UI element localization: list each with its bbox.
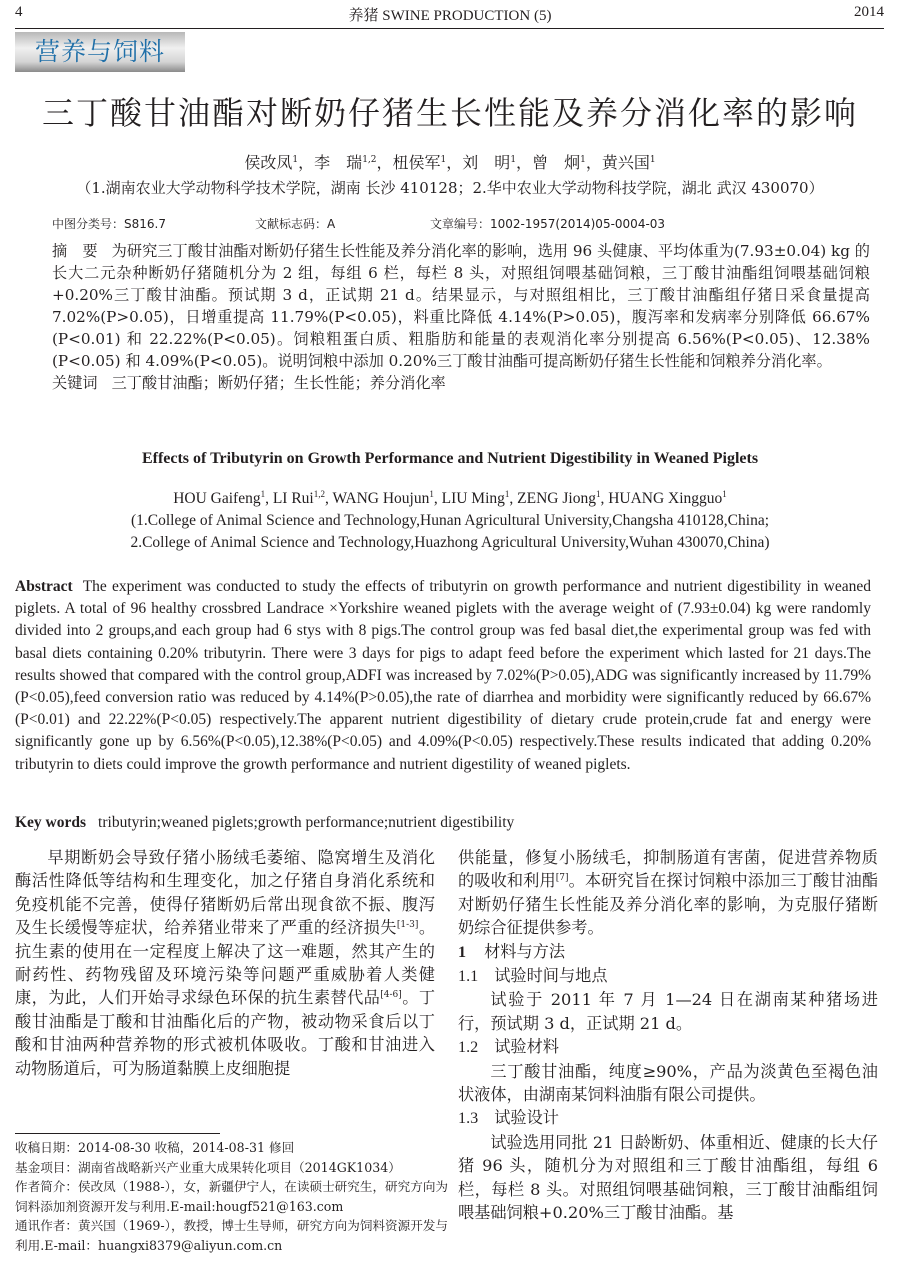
author-sup: 1,2 <box>313 489 325 499</box>
abstract-en-label: Abstract <box>15 578 73 595</box>
intro-paragraph <box>15 846 435 1080</box>
author-sup: 1 <box>429 489 434 499</box>
section-tag: 营养与饲料 <box>15 32 185 72</box>
intro-text-a: 早期断奶会导致仔猪小肠绒毛萎缩、隐窝增生及消化酶活性降低等结构和生理变化，加之仔猪自身消化系统和免疫机能不完善，使得仔猪断奶后常出现食欲不振、腹泻及生长缓慢等症状，给养猪业带来了严重的经济损失 <box>15 848 435 938</box>
body-left-column <box>15 846 435 1080</box>
article-title-en: Effects of Tributyrin on Growth Performance and Nutrient Digestibility in Weaned Piglets <box>141 450 759 467</box>
citation: [7] <box>555 873 569 884</box>
author: WANG Houjun <box>332 490 430 507</box>
author-sup: 1 <box>440 155 447 165</box>
body-right-column <box>458 846 878 1225</box>
keywords-cn: 三丁酸甘油酯；断奶仔猪；生长性能；养分消化率 <box>111 374 446 392</box>
section-number: 1.1 <box>458 967 479 986</box>
header-rule <box>15 28 884 29</box>
intro-cont-a: 供能量，修复小肠绒毛，抑制肠道有害菌，促进营养物质的吸收和利用 <box>458 848 878 891</box>
abstract-cn-label: 摘 要 <box>52 242 98 260</box>
footnote-author-bio: 作者简介：侯改凤（1988-），女，新疆伊宁人，在读硕士研究生，研究方向为饲料添加剂资源开发与利用.E-mail:hougf521@163.com <box>15 1179 449 1214</box>
article-number: 文章编号：1002-1957(2014)05-0004-03 <box>430 217 666 231</box>
author-sup: 1 <box>649 155 656 165</box>
author: 侯改凤 <box>244 153 293 172</box>
affiliation-en-1: (1.College of Animal Science and Technology,Hunan Agricultural University,Changsha 410128,China; <box>130 512 770 529</box>
footnote-corresponding: 通讯作者：黄兴国（1969-），教授，博士生导师，研究方向为饲料资源开发与利用.E-mail：huangxi8379@aliyun.com.cn <box>15 1218 449 1253</box>
author: 李 瑞 <box>314 153 363 172</box>
abstract-cn-text: 为研究三丁酸甘油酯对断奶仔猪生长性能及养分消化率的影响，选用 96 头健康、平均体重为(7.93±0.04) kg 的长大二元杂种断奶仔猪随机分为 2 组，每组 6 栏，每栏 8 头，对照组饲喂基础饲粮，三丁酸甘油酯组饲喂基础饲粮+0.20%三丁酸甘油酯。预试期 3 d，正试期 21 d。结果显示，与对照组相比，三丁酸甘油酯组仔猪日采食量提高 7.02%(P>0.05)，日增重提高 11.79%(P<0.05)，料重比降低 4.14%(P>0.05)，腹泻率和发病率分别降低 66.67%(P<0.01) 和 22.22%(P<0.05)。饲粮粗蛋白质、粗脂肪和能量的表观消化率分别提高 6.56%(P<0.05)、12.38%(P<0.05) 和 4.09%(P<0.05)。说明饲粮中添加 0.20%三丁酸甘油酯可提高断奶仔猪生长性能和饲粮养分消化率。 <box>52 242 870 370</box>
document-code: 文献标志码：A <box>255 217 336 231</box>
article-title-cn: 三丁酸甘油酯对断奶仔猪生长性能及养分消化率的影响 <box>41 94 858 132</box>
affiliation-en-2: 2.College of Animal Science and Technology,Huazhong Agricultural University,Wuhan 430070,China) <box>130 534 770 551</box>
intro-continuation <box>458 846 878 940</box>
section-number: 1 <box>458 942 467 961</box>
footnote-fund: 基金项目：湖南省战略新兴产业重大成果转化项目（2014GK1034） <box>15 1159 401 1175</box>
footnote-rule <box>15 1133 220 1134</box>
author: 杻侯军 <box>392 153 441 172</box>
affiliation-cn: （1.湖南农业大学动物科学技术学院，湖南 长沙 410128；2.华中农业大学动物科技学院，湖北 武汉 430070） <box>76 179 824 197</box>
author: HUANG Xingguo <box>608 490 723 507</box>
author-sup: 1 <box>292 155 299 165</box>
footnotes <box>15 1138 455 1255</box>
section-title: 材料与方法 <box>484 941 566 961</box>
author-sup: 1 <box>722 489 727 499</box>
abstract-en-text: The experiment was conducted to study the effects of tributyrin on growth performance and nutrient digestibility in weaned piglets. A total of 96 healthy crossbred Landrace ×Yorkshire weaned piglets with the average weight of (7.93±0.04) kg were randomly divided into 2 groups,and each group had 6 stys with 8 pigs.The control group was fed basal diet,the experimental group was fed with basal diets containing 0.20% tributyrin. There were 3 days for pigs to adapt feed before the experiment which lasted for 21 days.The results showed that compared with the control group,ADFI was increased by 7.02%(P>0.05),ADG was significantly increased by 11.79%(P<0.05),feed conversion ratio was reduced by 4.14%(P>0.05),the rate of diarrhea and morbidity were significantly reduced by 66.67%(P<0.01) and 22.22%(P<0.05) respectively.The apparent nutrient digestibility of dietary crude protein,crude fat and energy were significantly gone up by 6.56%(P<0.05),12.38%(P<0.05) and 4.09%(P<0.05) respectively.These results indicated that adding 0.20% tributyrin to diets could improve the growth performance and nutrient digestility of weaned piglets. <box>15 578 871 773</box>
author-sup: 1 <box>504 489 510 499</box>
author-sup: 1 <box>260 489 266 499</box>
section-title: 试验设计 <box>494 1108 559 1128</box>
section-number: 1.3 <box>458 1109 479 1128</box>
keywords-en: tributyrin;weaned piglets;growth performance;nutrient digestibility <box>98 814 515 831</box>
intro-text-c: 。丁酸甘油酯是丁酸和甘油酯化后的产物，被动物采食后以丁酸和甘油两种营养物的形式被机体吸收。丁酸和甘油进入动物肠道后，可为肠道黏膜上皮细胞提 <box>15 988 436 1078</box>
author: ZENG Jiong <box>517 490 596 507</box>
citation: [1-3] <box>396 920 419 931</box>
intro-text-b: 。抗生素的使用在一定程度上解决了这一难题，然其产生的耐药性、药物残留及环境污染等问题严重威胁着人类健康，为此，人们开始寻求绿色环保的抗生素替代品 <box>15 918 436 1008</box>
keywords-en-line <box>15 814 875 832</box>
section-title: 试验材料 <box>494 1037 559 1057</box>
author-sup: 1,2 <box>362 155 377 165</box>
author-sup: 1 <box>595 489 601 499</box>
authors-cn: 侯改凤$^1$，李 瑞$^{1,2}$，杻侯军$^1$，刘 明$^1$，曾 炯$^1$，黄兴国$^1$ <box>244 153 656 172</box>
clc-number: 中图分类号：S816.7 <box>52 217 166 231</box>
section-1-3-heading <box>458 1106 878 1130</box>
author: LI Rui <box>272 490 314 507</box>
author: 曾 炯 <box>532 153 581 172</box>
author: HOU Gaifeng <box>173 490 261 507</box>
section-number: 1.2 <box>458 1038 479 1057</box>
header-year: 2014 <box>854 4 884 20</box>
keywords-cn-label: 关键词 <box>52 374 98 392</box>
section-1-3-text: 试验选用同批 21 日龄断奶、体重相近、健康的长大仔猪 96 头，随机分为对照组和三丁酸甘油酯组，每组 6 栏，每栏 8 头。对照组饲喂基础饲粮，三丁酸甘油酯组饲喂基础饲粮+0.20%三丁酸甘油酯。基 <box>458 1132 878 1223</box>
section-1-2-text: 三丁酸甘油酯，纯度≥90%，产品为淡黄色至褐色油状液体，由湖南某饲料油脂有限公司提供。 <box>458 1061 878 1105</box>
intro-cont-b: 。本研究旨在探讨饲粮中添加三丁酸甘油酯对断奶仔猪生长性能及养分消化率的影响，为克服仔猪断奶综合征提供参考。 <box>458 871 879 938</box>
author: 刘 明 <box>462 153 511 172</box>
section-1-1-text: 试验于 2011 年 7 月 1—24 日在湖南某种猪场进行，预试期 3 d，正试期 21 d。 <box>458 990 878 1033</box>
section-title: 试验时间与地点 <box>494 966 608 986</box>
author: 黄兴国 <box>601 153 650 172</box>
keywords-en-label: Key words <box>15 814 87 831</box>
authors-en: HOU Gaifeng$^1$, LI Rui$^{1,2}$, WANG Houjun$^1$, LIU Ming$^1$, ZENG Jiong$^1$, HUANG Xingguo$^1$ <box>173 489 727 507</box>
author-sup: 1 <box>580 155 586 165</box>
footnote-received: 收稿日期：2014-08-30 收稿，2014-08-31 修回 <box>15 1140 295 1155</box>
author-sup: 1 <box>510 155 517 165</box>
journal-header: 养猪 SWINE PRODUCTION (5) <box>348 8 552 24</box>
section-1-1-heading <box>458 964 878 988</box>
citation: [4-6] <box>380 990 402 1001</box>
author: LIU Ming <box>441 490 505 507</box>
section-1-heading <box>458 940 878 964</box>
abstract-cn <box>52 240 870 394</box>
abstract-en <box>15 576 871 776</box>
page-number: 4 <box>15 4 23 20</box>
section-1-2-heading <box>458 1035 878 1059</box>
